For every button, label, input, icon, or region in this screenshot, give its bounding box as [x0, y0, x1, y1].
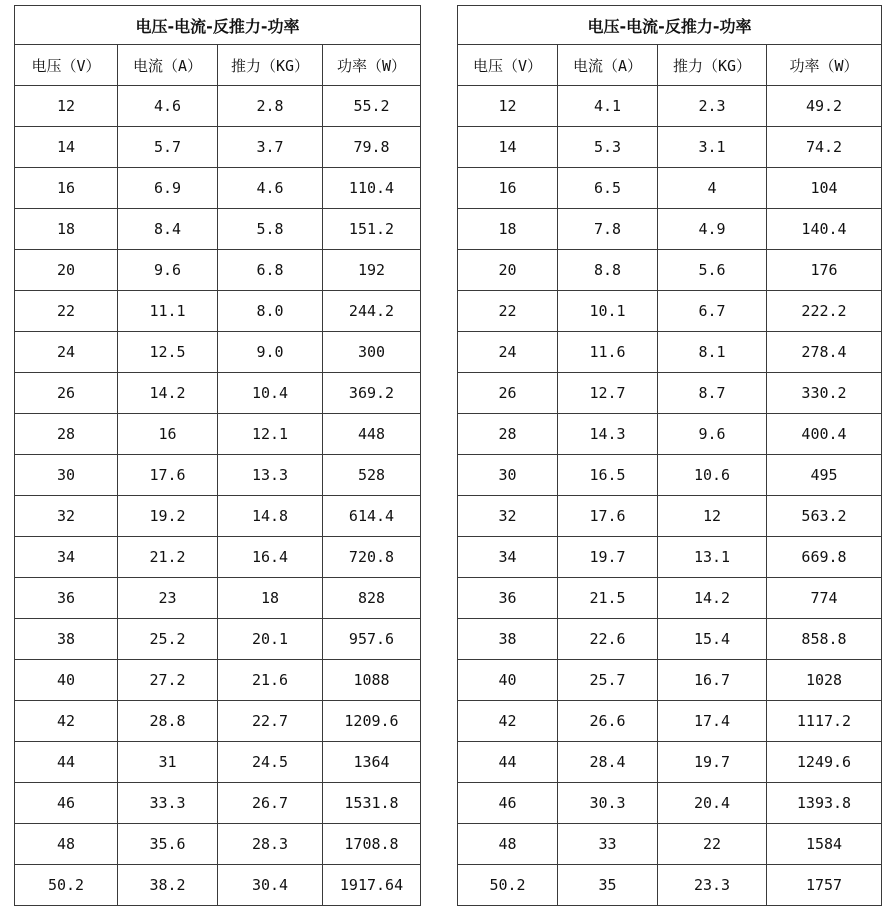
voltage-cell: 24 — [458, 332, 558, 373]
thrust-cell: 20.1 — [218, 619, 323, 660]
column-header-voltage: 电压（V） — [15, 45, 118, 86]
power-cell: 828 — [323, 578, 421, 619]
current-cell: 16.5 — [558, 455, 658, 496]
current-cell: 25.2 — [118, 619, 218, 660]
current-cell: 5.3 — [558, 127, 658, 168]
power-cell: 79.8 — [323, 127, 421, 168]
voltage-cell: 18 — [15, 209, 118, 250]
current-cell: 17.6 — [118, 455, 218, 496]
current-cell: 5.7 — [118, 127, 218, 168]
current-cell: 26.6 — [558, 701, 658, 742]
current-cell: 16 — [118, 414, 218, 455]
power-cell: 192 — [323, 250, 421, 291]
power-cell: 49.2 — [767, 86, 882, 127]
current-cell: 28.8 — [118, 701, 218, 742]
table-row — [15, 619, 421, 660]
table-row — [458, 742, 882, 783]
thrust-cell: 17.4 — [658, 701, 767, 742]
column-header-current: 电流（A） — [118, 45, 218, 86]
table-row — [458, 455, 882, 496]
voltage-cell: 42 — [458, 701, 558, 742]
thrust-cell: 18 — [218, 578, 323, 619]
power-cell: 1117.2 — [767, 701, 882, 742]
voltage-cell: 30 — [458, 455, 558, 496]
table-row — [15, 414, 421, 455]
thrust-cell: 30.4 — [218, 865, 323, 906]
table-row — [458, 701, 882, 742]
voltage-cell: 12 — [458, 86, 558, 127]
thrust-cell: 13.1 — [658, 537, 767, 578]
power-cell: 278.4 — [767, 332, 882, 373]
table-row — [458, 127, 882, 168]
table-row — [15, 250, 421, 291]
thrust-cell: 9.0 — [218, 332, 323, 373]
table-row — [458, 250, 882, 291]
current-cell: 33.3 — [118, 783, 218, 824]
table-row — [15, 332, 421, 373]
table-row — [458, 578, 882, 619]
table-row — [458, 168, 882, 209]
table-row — [458, 332, 882, 373]
voltage-cell: 26 — [458, 373, 558, 414]
voltage-cell: 14 — [15, 127, 118, 168]
power-cell: 222.2 — [767, 291, 882, 332]
thrust-cell: 9.6 — [658, 414, 767, 455]
thrust-cell: 22.7 — [218, 701, 323, 742]
thrust-cell: 12 — [658, 496, 767, 537]
table-row — [458, 496, 882, 537]
column-header-thrust: 推力（KG） — [658, 45, 767, 86]
table-row — [15, 537, 421, 578]
voltage-cell: 38 — [15, 619, 118, 660]
table-row — [15, 865, 421, 906]
power-cell: 957.6 — [323, 619, 421, 660]
voltage-cell: 44 — [458, 742, 558, 783]
thrust-cell: 22 — [658, 824, 767, 865]
header-row — [458, 45, 882, 86]
current-cell: 35.6 — [118, 824, 218, 865]
power-cell: 244.2 — [323, 291, 421, 332]
thrust-cell: 3.1 — [658, 127, 767, 168]
current-cell: 9.6 — [118, 250, 218, 291]
current-cell: 30.3 — [558, 783, 658, 824]
voltage-cell: 40 — [15, 660, 118, 701]
voltage-cell: 46 — [15, 783, 118, 824]
column-header-power: 功率（W） — [323, 45, 421, 86]
table-row — [15, 701, 421, 742]
voltage-cell: 24 — [15, 332, 118, 373]
thrust-cell: 21.6 — [218, 660, 323, 701]
power-cell: 55.2 — [323, 86, 421, 127]
current-cell: 4.1 — [558, 86, 658, 127]
current-cell: 17.6 — [558, 496, 658, 537]
voltage-cell: 32 — [15, 496, 118, 537]
power-cell: 528 — [323, 455, 421, 496]
power-cell: 1088 — [323, 660, 421, 701]
current-cell: 28.4 — [558, 742, 658, 783]
voltage-cell: 50.2 — [458, 865, 558, 906]
current-cell: 21.5 — [558, 578, 658, 619]
voltage-cell: 48 — [458, 824, 558, 865]
power-cell: 858.8 — [767, 619, 882, 660]
thrust-cell: 8.0 — [218, 291, 323, 332]
current-cell: 33 — [558, 824, 658, 865]
current-cell: 12.5 — [118, 332, 218, 373]
voltage-cell: 34 — [458, 537, 558, 578]
power-cell: 300 — [323, 332, 421, 373]
voltage-cell: 28 — [15, 414, 118, 455]
thrust-cell: 6.8 — [218, 250, 323, 291]
power-cell: 1393.8 — [767, 783, 882, 824]
current-cell: 11.1 — [118, 291, 218, 332]
right-data-table — [457, 5, 882, 906]
thrust-cell: 19.7 — [658, 742, 767, 783]
current-cell: 19.7 — [558, 537, 658, 578]
table-row — [458, 783, 882, 824]
power-cell: 563.2 — [767, 496, 882, 537]
table-body — [458, 86, 882, 906]
power-cell: 151.2 — [323, 209, 421, 250]
thrust-cell: 2.8 — [218, 86, 323, 127]
table-row — [15, 824, 421, 865]
voltage-cell: 34 — [15, 537, 118, 578]
header-row — [15, 45, 421, 86]
current-cell: 14.2 — [118, 373, 218, 414]
power-cell: 614.4 — [323, 496, 421, 537]
voltage-cell: 16 — [458, 168, 558, 209]
thrust-cell: 6.7 — [658, 291, 767, 332]
power-cell: 1757 — [767, 865, 882, 906]
current-cell: 11.6 — [558, 332, 658, 373]
table-row — [15, 660, 421, 701]
voltage-cell: 18 — [458, 209, 558, 250]
current-cell: 27.2 — [118, 660, 218, 701]
thrust-cell: 10.4 — [218, 373, 323, 414]
voltage-cell: 26 — [15, 373, 118, 414]
voltage-cell: 20 — [458, 250, 558, 291]
thrust-cell: 2.3 — [658, 86, 767, 127]
power-cell: 330.2 — [767, 373, 882, 414]
table-row — [15, 496, 421, 537]
thrust-cell: 26.7 — [218, 783, 323, 824]
table-row — [458, 209, 882, 250]
voltage-cell: 14 — [458, 127, 558, 168]
table-row — [458, 660, 882, 701]
thrust-cell: 12.1 — [218, 414, 323, 455]
thrust-cell: 28.3 — [218, 824, 323, 865]
voltage-cell: 46 — [458, 783, 558, 824]
power-cell: 140.4 — [767, 209, 882, 250]
voltage-cell: 22 — [458, 291, 558, 332]
power-cell: 104 — [767, 168, 882, 209]
voltage-cell: 44 — [15, 742, 118, 783]
table-body — [15, 86, 421, 906]
column-header-power: 功率（W） — [767, 45, 882, 86]
table-title: 电压-电流-反推力-功率 — [15, 6, 421, 45]
power-cell: 720.8 — [323, 537, 421, 578]
power-cell: 669.8 — [767, 537, 882, 578]
power-cell: 774 — [767, 578, 882, 619]
current-cell: 8.4 — [118, 209, 218, 250]
current-cell: 7.8 — [558, 209, 658, 250]
power-cell: 1209.6 — [323, 701, 421, 742]
power-cell: 1531.8 — [323, 783, 421, 824]
table-row — [458, 865, 882, 906]
table-row — [458, 824, 882, 865]
table-row — [15, 168, 421, 209]
power-cell: 1708.8 — [323, 824, 421, 865]
current-cell: 35 — [558, 865, 658, 906]
thrust-cell: 15.4 — [658, 619, 767, 660]
current-cell: 6.5 — [558, 168, 658, 209]
current-cell: 12.7 — [558, 373, 658, 414]
table-title: 电压-电流-反推力-功率 — [458, 6, 882, 45]
current-cell: 10.1 — [558, 291, 658, 332]
power-cell: 110.4 — [323, 168, 421, 209]
left-data-table — [14, 5, 421, 906]
column-header-voltage: 电压（V） — [458, 45, 558, 86]
thrust-cell: 8.1 — [658, 332, 767, 373]
voltage-cell: 40 — [458, 660, 558, 701]
thrust-cell: 20.4 — [658, 783, 767, 824]
column-header-thrust: 推力（KG） — [218, 45, 323, 86]
power-cell: 1917.64 — [323, 865, 421, 906]
voltage-cell: 16 — [15, 168, 118, 209]
thrust-cell: 4 — [658, 168, 767, 209]
table-row — [15, 783, 421, 824]
voltage-cell: 42 — [15, 701, 118, 742]
table-row — [15, 578, 421, 619]
current-cell: 25.7 — [558, 660, 658, 701]
table-row — [15, 209, 421, 250]
voltage-cell: 12 — [15, 86, 118, 127]
current-cell: 8.8 — [558, 250, 658, 291]
current-cell: 31 — [118, 742, 218, 783]
table-row — [15, 455, 421, 496]
thrust-cell: 10.6 — [658, 455, 767, 496]
current-cell: 19.2 — [118, 496, 218, 537]
power-cell: 495 — [767, 455, 882, 496]
current-cell: 4.6 — [118, 86, 218, 127]
voltage-cell: 22 — [15, 291, 118, 332]
thrust-cell: 8.7 — [658, 373, 767, 414]
thrust-cell: 4.9 — [658, 209, 767, 250]
voltage-cell: 36 — [458, 578, 558, 619]
power-cell: 74.2 — [767, 127, 882, 168]
thrust-cell: 14.2 — [658, 578, 767, 619]
table-row — [458, 414, 882, 455]
current-cell: 21.2 — [118, 537, 218, 578]
power-cell: 176 — [767, 250, 882, 291]
voltage-cell: 50.2 — [15, 865, 118, 906]
table-row — [458, 86, 882, 127]
current-cell: 6.9 — [118, 168, 218, 209]
table-row — [458, 537, 882, 578]
column-header-current: 电流（A） — [558, 45, 658, 86]
table-row — [458, 619, 882, 660]
current-cell: 23 — [118, 578, 218, 619]
power-cell: 369.2 — [323, 373, 421, 414]
table-row — [458, 291, 882, 332]
voltage-cell: 32 — [458, 496, 558, 537]
thrust-cell: 14.8 — [218, 496, 323, 537]
voltage-cell: 30 — [15, 455, 118, 496]
power-cell: 400.4 — [767, 414, 882, 455]
current-cell: 22.6 — [558, 619, 658, 660]
table-row — [15, 127, 421, 168]
thrust-cell: 3.7 — [218, 127, 323, 168]
table-row — [15, 373, 421, 414]
voltage-cell: 28 — [458, 414, 558, 455]
current-cell: 14.3 — [558, 414, 658, 455]
thrust-cell: 5.8 — [218, 209, 323, 250]
power-cell: 1249.6 — [767, 742, 882, 783]
voltage-cell: 36 — [15, 578, 118, 619]
table-row — [458, 373, 882, 414]
thrust-cell: 16.7 — [658, 660, 767, 701]
power-cell: 1364 — [323, 742, 421, 783]
table-row — [15, 742, 421, 783]
current-cell: 38.2 — [118, 865, 218, 906]
thrust-cell: 16.4 — [218, 537, 323, 578]
table-row — [15, 86, 421, 127]
power-cell: 1584 — [767, 824, 882, 865]
thrust-cell: 4.6 — [218, 168, 323, 209]
voltage-cell: 38 — [458, 619, 558, 660]
voltage-cell: 20 — [15, 250, 118, 291]
thrust-cell: 5.6 — [658, 250, 767, 291]
voltage-cell: 48 — [15, 824, 118, 865]
thrust-cell: 24.5 — [218, 742, 323, 783]
power-cell: 448 — [323, 414, 421, 455]
thrust-cell: 23.3 — [658, 865, 767, 906]
table-row — [15, 291, 421, 332]
thrust-cell: 13.3 — [218, 455, 323, 496]
power-cell: 1028 — [767, 660, 882, 701]
